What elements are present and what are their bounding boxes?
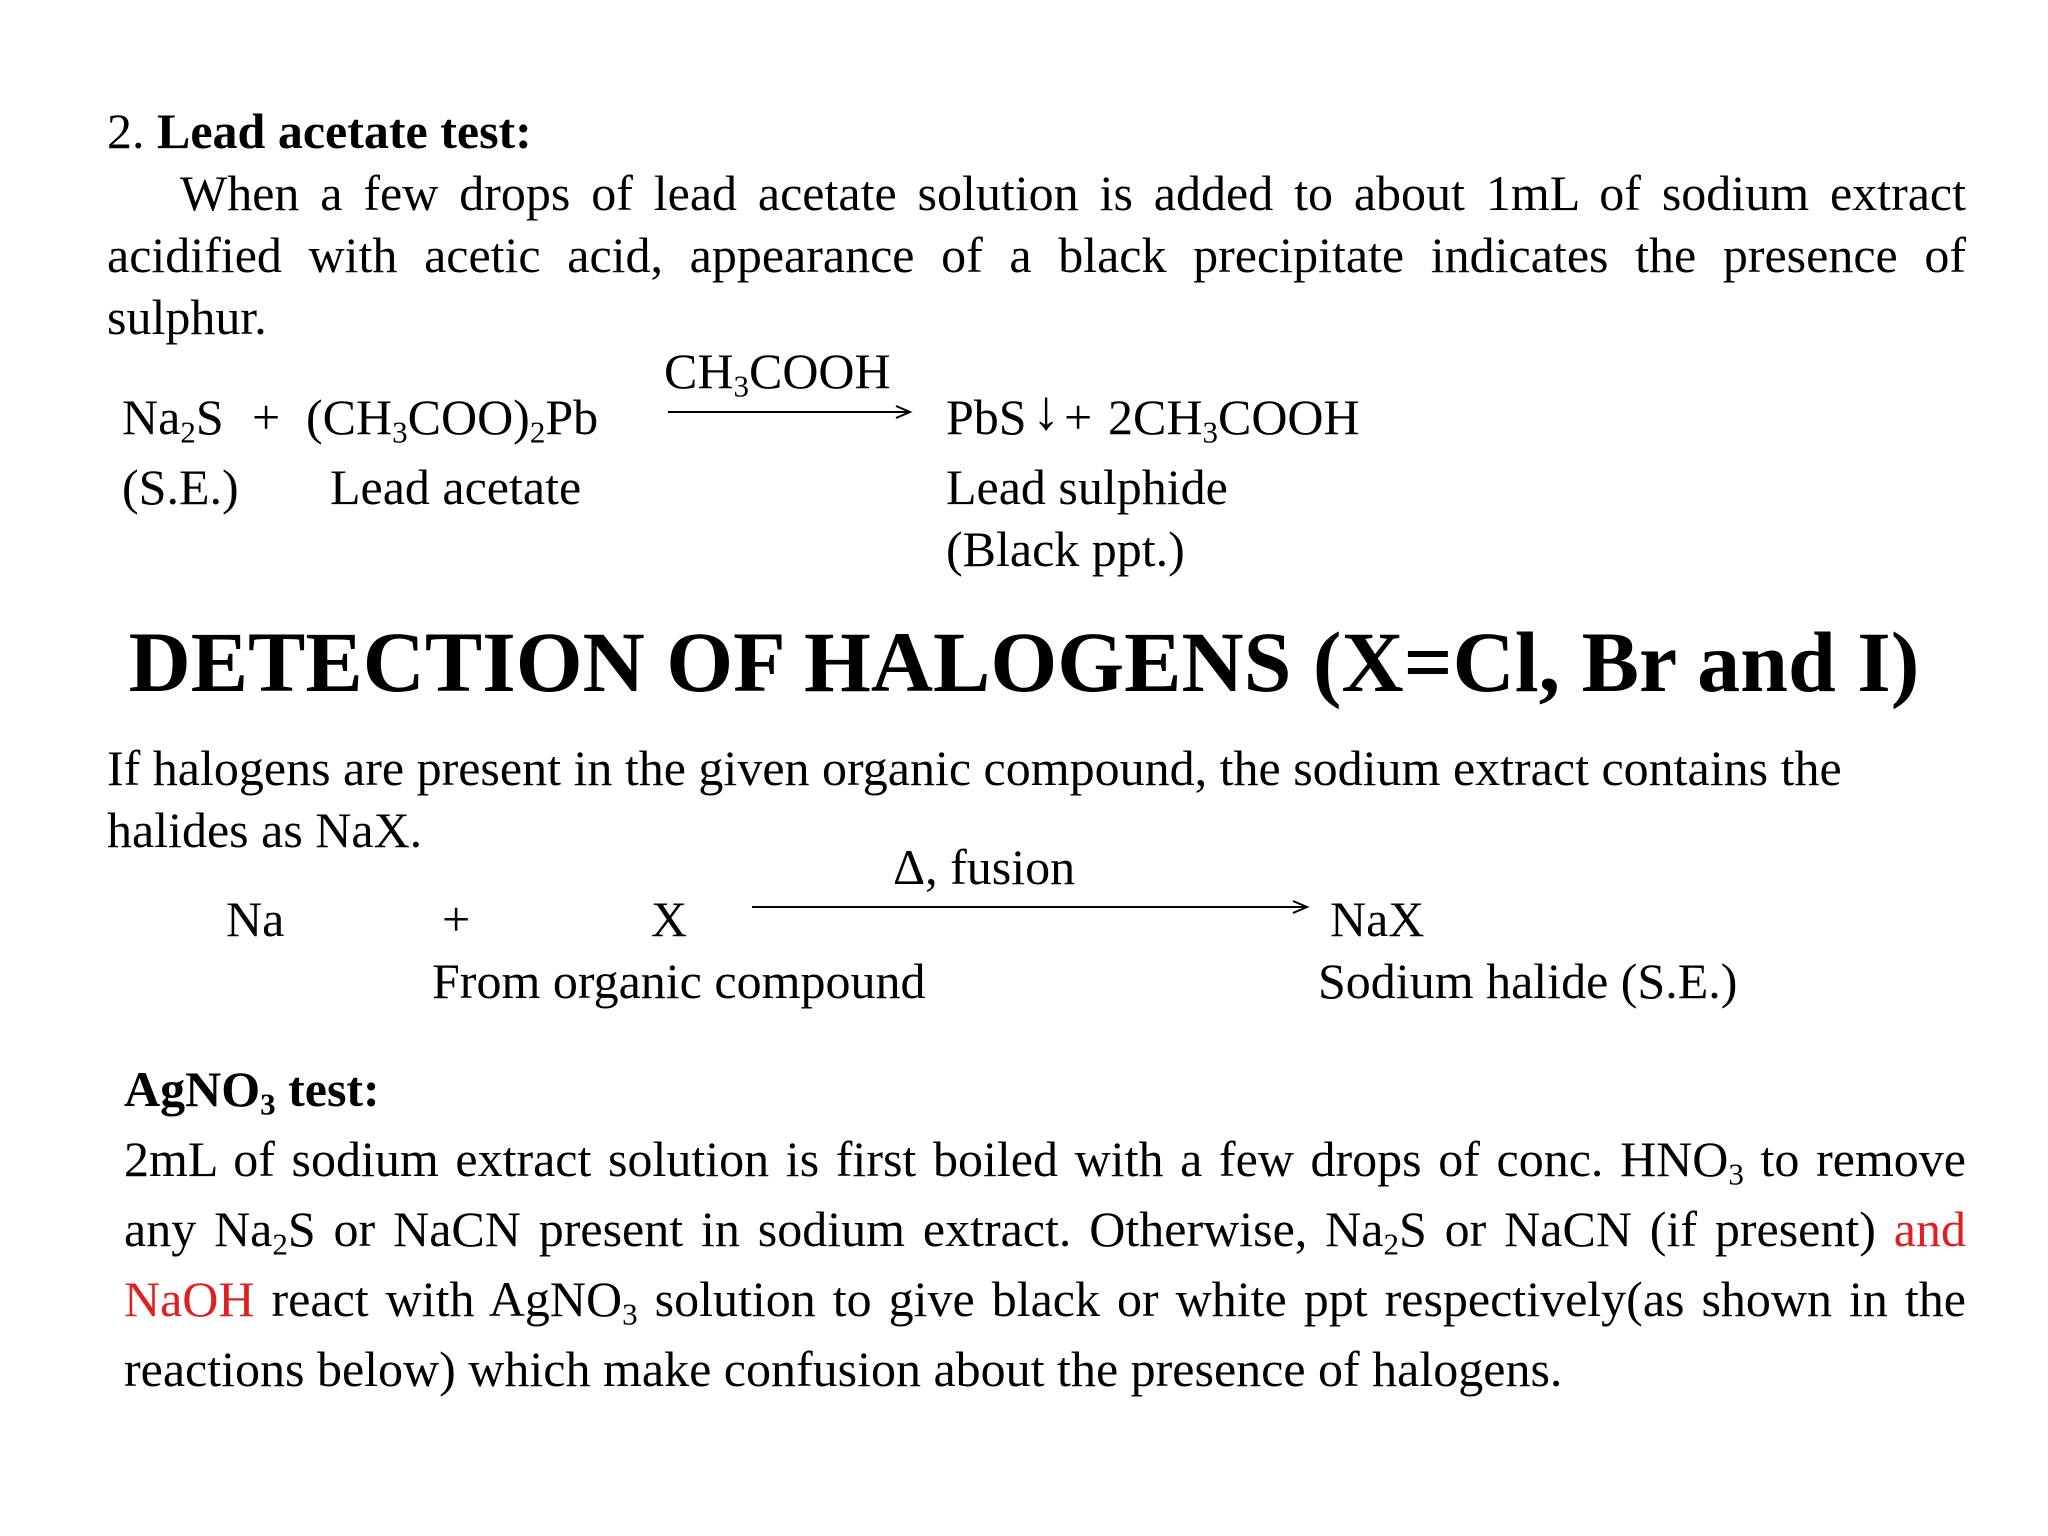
agno3-para-line4: reactions below) which make confusion about the presence of halogens. — [124, 1341, 1563, 1397]
agno3-test-title: AgNO$_3$ test: — [124, 1061, 380, 1122]
halogens-para-line2: halides as NaX. — [107, 802, 423, 858]
halogens-heading: DETECTION OF HALOGENS (X=Cl, Br and I) — [128, 614, 1920, 710]
lead-test-para-line3: sulphur. — [107, 289, 267, 345]
reaction2-label-organic: From organic compound — [432, 953, 926, 1009]
reaction1-product-acetic-acid: $2CH_3COOH$ — [1108, 389, 1360, 450]
lead-test-heading — [107, 100, 532, 162]
agno3-para-line3: NaOH react with AgNO$_3$ solution to give black or white ppt respectively(as shown in the — [124, 1271, 1967, 1332]
lead-test-para-line1: When a few drops of lead acetate solution is added to about 1mL of sodium extract — [180, 165, 1966, 221]
agno3-para-line2: any $Na_2S$ or NaCN present in sodium extract. Otherwise, $Na_2S$ or NaCN (if present) and — [124, 1201, 1966, 1262]
reaction2-reagent-na: Na — [226, 891, 285, 947]
halogens-para-line1: If halogens are present in the given organic compound, the sodium extract contains the — [107, 740, 1842, 796]
lead-test-para-line2: acidified with acetic acid, appearance of a black precipitate indicates the presence of — [107, 227, 1966, 283]
reaction1-plus: + — [252, 389, 281, 445]
reaction2-arrow — [752, 897, 1322, 917]
reaction2-label-sodium-halide: Sodium halide (S.E.) — [1318, 953, 1738, 1009]
reaction1-label-lead-acetate: Lead acetate — [330, 459, 582, 515]
agno3-para-line1: 2mL of sodium extract solution is first boiled with a few drops of conc. $HNO_3$ to remove — [124, 1131, 1966, 1192]
highlight-naoh: NaOH — [124, 1271, 255, 1327]
reaction2-condition: Δ, fusion — [893, 839, 1076, 895]
precipitate-down-arrow-icon: ↓ — [1032, 380, 1060, 442]
reaction2-product-nax: NaX — [1330, 891, 1425, 947]
reaction1-plus-2: + — [1064, 389, 1093, 445]
reaction1-label-se: (S.E.) — [122, 459, 239, 515]
reaction1-reagent-lead-acetate: $(CH_3COO)_2Pb$ — [306, 389, 599, 450]
reaction1-label-black-ppt: (Black ppt.) — [946, 521, 1185, 577]
lead-test-title: Lead acetate test: — [157, 103, 532, 159]
reaction2-reagent-x: X — [651, 891, 688, 947]
reaction1-product-pbs: PbS — [946, 389, 1027, 445]
lead-test-number: 2. — [107, 103, 145, 159]
reaction2-plus: + — [442, 891, 471, 947]
highlight-and: and — [1893, 1201, 1966, 1257]
reaction1-label-lead-sulphide: Lead sulphide — [946, 459, 1228, 515]
reaction1-catalyst: $CH_3COOH$ — [664, 343, 891, 404]
reaction1-reagent-na2s: $Na_2S$ — [122, 389, 224, 450]
reaction1-arrow — [668, 402, 928, 422]
